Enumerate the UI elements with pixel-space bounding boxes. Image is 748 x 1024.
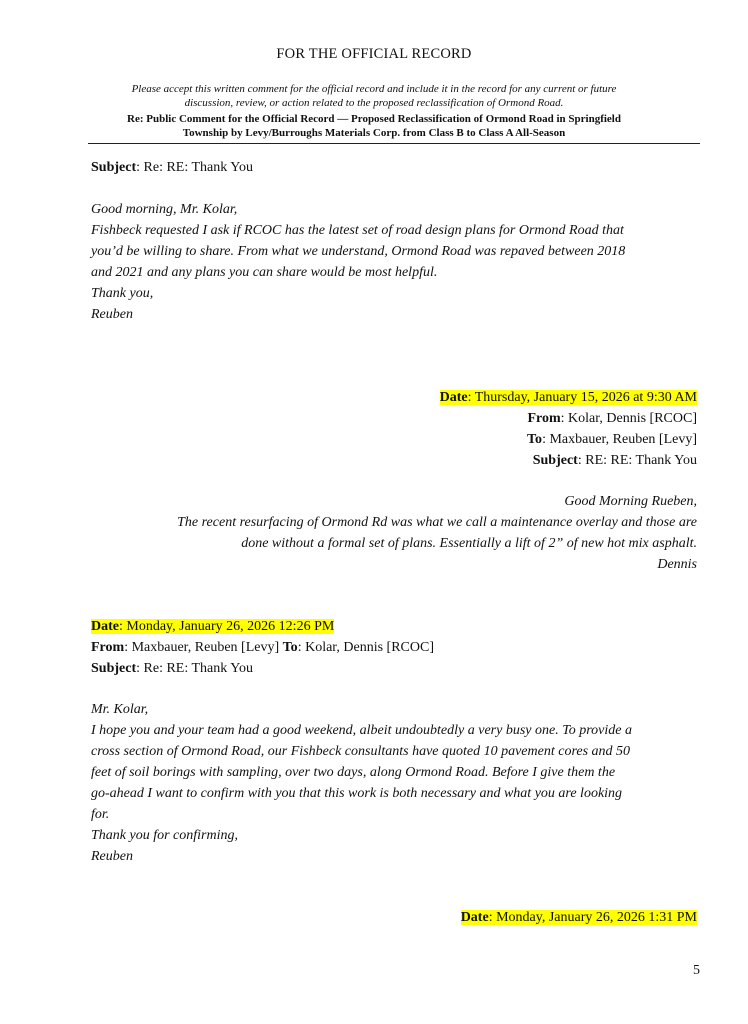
email2-body-line: The recent resurfacing of Ormond Rd was what we call a maintenance overlay and those are: [177, 515, 697, 530]
email2-headers: [90, 387, 697, 471]
email2-from: [90, 408, 697, 429]
email2-subject: [90, 450, 697, 471]
subject-label: Subject: [532, 453, 578, 468]
re-heading-line: Re: Public Comment for the Official Record — Proposed Reclassification of Ormond Road in Springfield: [127, 113, 621, 125]
email3-subject: [91, 658, 701, 679]
from-label: From: [527, 411, 561, 426]
email1-message: [91, 199, 701, 325]
subject-label: Subject: [91, 661, 137, 676]
email1-body-line: Fishbeck requested I ask if RCOC has the latest set of road design plans for Ormond Road that: [91, 223, 624, 238]
email1-greeting: Good morning, Mr. Kolar,: [91, 202, 238, 217]
from-value: : Kolar, Dennis [RCOC]: [560, 411, 697, 426]
record-disclaimer: [90, 82, 658, 110]
document-title: FOR THE OFFICIAL RECORD: [276, 46, 472, 62]
email3-message: [91, 699, 701, 867]
email1-body-line: you’d be willing to share. From what we understand, Ormond Road was repaved between 2018: [91, 244, 626, 259]
to-label: To: [527, 432, 543, 447]
email1-signature: Reuben: [91, 307, 133, 322]
email3-body-line: I hope you and your team had a good weekend, albeit undoubtedly a very busy one. To provide a: [91, 723, 632, 738]
subject-value: : Re: RE: Thank You: [136, 661, 253, 676]
date-label: Date: [460, 910, 489, 925]
email1-body-line: and 2021 and any plans you can share would be most helpful.: [91, 265, 438, 280]
date-label: Date: [439, 390, 468, 405]
email2-signature: Dennis: [657, 557, 697, 572]
email4-date: [90, 907, 697, 928]
to-value: : Maxbauer, Reuben [Levy]: [542, 432, 697, 447]
disclaimer-line: discussion, review, or action related to the proposed reclassification of Ormond Road.: [184, 97, 564, 109]
date-value: : Thursday, January 15, 2026 at 9:30 AM: [467, 390, 697, 405]
email4-headers: [90, 907, 697, 928]
email3-body-line: for.: [91, 807, 110, 822]
re-heading-line: Township by Levy/Burroughs Materials Corp. from Class B to Class A All-Season: [182, 127, 566, 139]
to-value: : Kolar, Dennis [RCOC]: [297, 640, 435, 655]
disclaimer-line: Please accept this written comment for the official record and include it in the record for any current or future: [131, 83, 617, 95]
email2-date: [90, 387, 697, 408]
date-label: Date: [91, 619, 119, 634]
email2-greeting: Good Morning Rueben,: [564, 494, 697, 509]
to-label: To: [282, 640, 298, 655]
email3-body-line: go-ahead I want to confirm with you that this work is both necessary and what you are looking: [91, 786, 623, 801]
from-label: From: [91, 640, 125, 655]
subject-label: Subject: [91, 160, 137, 175]
email3-signature: Reuben: [91, 849, 133, 864]
email2-to: [90, 429, 697, 450]
header-divider: [88, 143, 700, 144]
email3-closing: Thank you for confirming,: [91, 828, 238, 843]
email3-body-line: feet of soil borings with sampling, over two days, along Ormond Road. Before I give them the: [91, 765, 616, 780]
email3-greeting: Mr. Kolar,: [91, 702, 149, 717]
email3-headers: [91, 616, 701, 679]
email3-from-to: [91, 637, 701, 658]
date-value: : Monday, January 26, 2026 12:26 PM: [119, 619, 335, 634]
email1-closing: Thank you,: [91, 286, 154, 301]
email3-body-line: cross section of Ormond Road, our Fishbeck consultants have quoted 10 pavement cores and 50: [91, 744, 631, 759]
date-value: : Monday, January 26, 2026 1:31 PM: [488, 910, 697, 925]
subject-value: : RE: RE: Thank You: [577, 453, 697, 468]
from-value: : Maxbauer, Reuben [Levy]: [124, 640, 283, 655]
email2-message: [90, 491, 697, 575]
subject-value: : Re: RE: Thank You: [136, 160, 253, 175]
page-number: 5: [693, 963, 700, 978]
re-heading: [90, 112, 658, 140]
email2-body-line: done without a formal set of plans. Essentially a lift of 2” of new hot mix asphalt.: [241, 536, 697, 551]
email1-subject: [91, 157, 701, 178]
email3-date: [91, 616, 701, 637]
